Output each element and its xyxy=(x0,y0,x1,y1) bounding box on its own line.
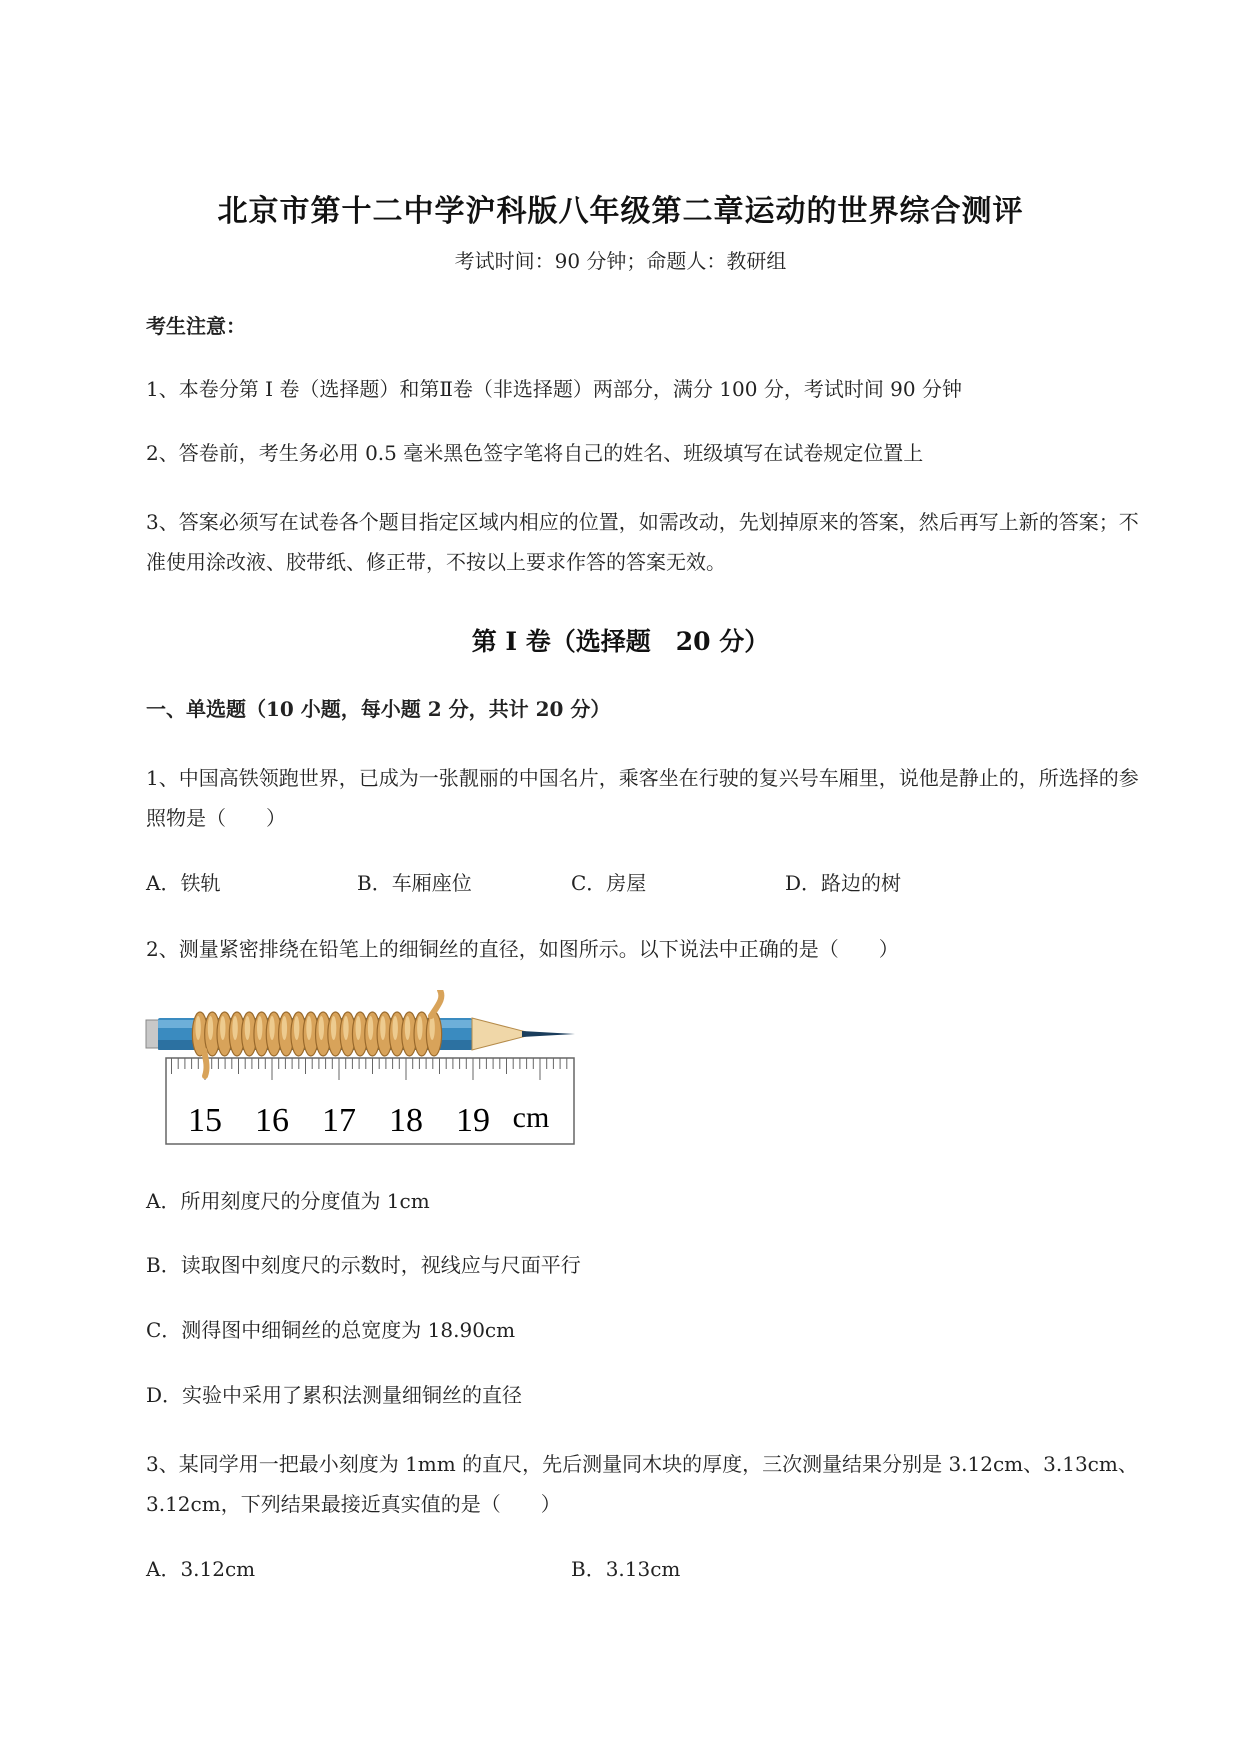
wire-coil-highlight xyxy=(208,1016,213,1040)
question-3-option-a: A．3.12cm xyxy=(146,1557,256,1581)
ruler-label-17: 17 xyxy=(322,1102,356,1139)
wire-coil-highlight xyxy=(220,1016,225,1040)
ruler-label-16: 16 xyxy=(255,1102,289,1139)
question-2-stem: 2、测量紧密排绕在铅笔上的细铜丝的直径，如图所示。以下说法中正确的是（ ） xyxy=(146,937,899,961)
wire-coil-highlight xyxy=(417,1016,422,1040)
question-2-option-d: D．实验中采用了累积法测量细铜丝的直径 xyxy=(146,1383,523,1407)
question-3-option-b: B．3.13cm xyxy=(571,1557,681,1581)
wire-coil-highlight xyxy=(380,1016,385,1040)
ruler-label-19: 19 xyxy=(456,1102,490,1139)
wire-coil-highlight xyxy=(195,1016,200,1040)
question-3-stem: 3、某同学用一把最小刻度为 1mm 的直尺，先后测量同木块的厚度，三次测量结果分别是 3.12cm、3.13cm、3.12cm，下列结果最接近真实值的是（ ） xyxy=(146,1452,1138,1516)
wire-coil-highlight xyxy=(269,1016,274,1040)
part-heading: 一、单选题（10 小题，每小题 2 分，共计 20 分） xyxy=(146,697,611,721)
pencil-ruler-illustration xyxy=(144,990,580,1160)
wire-coil-highlight xyxy=(405,1016,410,1040)
pencil-lead xyxy=(522,1031,575,1037)
wire-coil-highlight xyxy=(331,1016,336,1040)
question-1-option-c: C．房屋 xyxy=(571,871,647,895)
notice-item-2: 2、答卷前，考生务必用 0.5 毫米黑色签字笔将自己的姓名、班级填写在试卷规定位置上 xyxy=(146,441,924,465)
wire-coil-highlight xyxy=(257,1016,262,1040)
wire-coil-highlight xyxy=(232,1016,237,1040)
exam-title: 北京市第十二中学沪科版八年级第二章运动的世界综合测评 xyxy=(217,194,1024,229)
wire-coil-highlight xyxy=(245,1016,250,1040)
section-title: 第 I 卷（选择题 20 分） xyxy=(471,627,770,656)
wire-coil-highlight xyxy=(429,1016,434,1040)
question-2-option-c: C．测得图中细铜丝的总宽度为 18.90cm xyxy=(146,1318,516,1342)
wire-coil-highlight xyxy=(356,1016,361,1040)
question-2-option-b: B．读取图中刻度尺的示数时，视线应与尺面平行 xyxy=(146,1253,581,1277)
notice-item-1: 1、本卷分第 I 卷（选择题）和第Ⅱ卷（非选择题）两部分，满分 100 分，考试时间 90 分钟 xyxy=(146,377,962,401)
wire-coil-highlight xyxy=(368,1016,373,1040)
question-1-stem: 1、中国高铁领跑世界，已成为一张靓丽的中国名片，乘客坐在行驶的复兴号车厢里，说他是静止的，所选择的参照物是（ ） xyxy=(146,766,1139,830)
wire-end-bottom xyxy=(204,1050,207,1076)
wire-end-top xyxy=(431,990,441,1016)
question-1-option-a: A．铁轨 xyxy=(146,871,221,895)
exam-subtitle: 考试时间：90 分钟；命题人：教研组 xyxy=(454,249,787,273)
wire-coil-highlight xyxy=(282,1016,287,1040)
ruler-label-18: 18 xyxy=(389,1102,423,1139)
ruler-label-15: 15 xyxy=(188,1102,222,1139)
question-1-option-d: D．路边的树 xyxy=(785,871,902,895)
notice-item-3: 3、答案必须写在试卷各个题目指定区域内相应的位置，如需改动，先划掉原来的答案，然后再写上新的答案；不准使用涂改液、胶带纸、修正带，不按以上要求作答的答案无效。 xyxy=(146,510,1139,574)
question-2-option-a: A．所用刻度尺的分度值为 1cm xyxy=(146,1189,430,1213)
notice-heading: 考生注意： xyxy=(146,314,246,338)
question-1-option-b: B．车厢座位 xyxy=(357,871,472,895)
wire-coil-highlight xyxy=(306,1016,311,1040)
pencil-ruler-figure xyxy=(144,990,580,1160)
wire-coil-highlight xyxy=(294,1016,299,1040)
wire-coil-highlight xyxy=(319,1016,324,1040)
pencil-end-cap xyxy=(146,1020,160,1048)
ruler-unit: cm xyxy=(512,1101,550,1134)
wire-coil-highlight xyxy=(392,1016,397,1040)
wire-coil-highlight xyxy=(343,1016,348,1040)
